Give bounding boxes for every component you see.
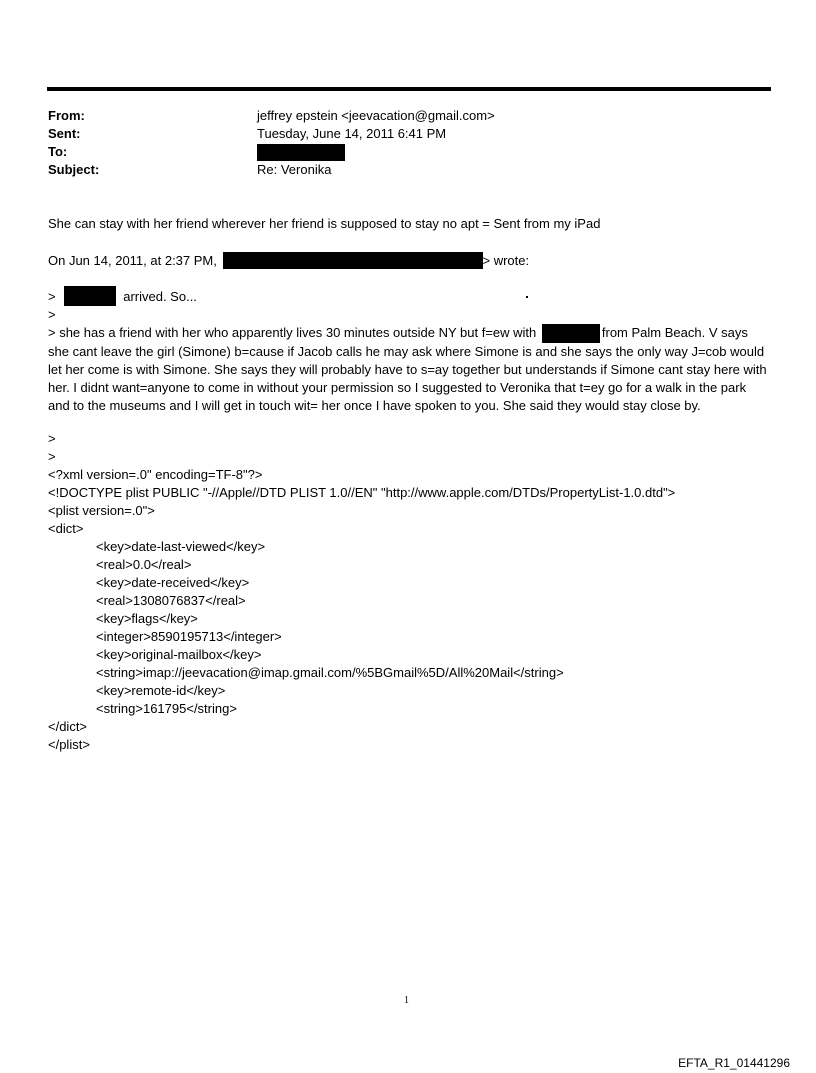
sent-label: Sent:: [48, 126, 81, 141]
plist-entry: <key>date-received</key>: [96, 575, 250, 590]
plist-entry: <real>0.0</real>: [96, 557, 192, 572]
page-number: 1: [404, 995, 409, 1006]
quote-line-5: >: [48, 449, 56, 464]
quote-line-1: [48, 288, 197, 306]
dict-open-tag: <dict>: [48, 521, 84, 536]
quote-text: she cant leave the girl (Simone) b=cause if Jacob calls he may ask where Simone is and she says the only way J=cob would let her come is with Simone. She says they will probably have to s=ay together but understands if Simone cant stay here with her. I didnt want=anyone to come in without your permission so I suggested to Veronika that t=ey go for a walk in the park and to the museums and I will get in touch wit= her once I have spoken to you. She said they would stay close by.: [48, 344, 767, 413]
quote-line-2: >: [48, 307, 56, 322]
redaction-box: [542, 324, 600, 343]
subject-label: Subject:: [48, 162, 100, 177]
to-value-redaction: [257, 143, 345, 161]
quote-text: arrived. So...: [123, 289, 197, 304]
plist-entry: <string>imap://jeevacation@imap.gmail.com/%5BGmail%5D/All%20Mail</string>: [96, 665, 564, 680]
quote-text: > she has a friend with her who apparently lives 30 minutes outside NY but f=ew with: [48, 325, 537, 340]
quote-prefix: >: [48, 289, 56, 304]
from-label: From:: [48, 108, 85, 123]
quote-text: from Palm Beach. V says: [601, 325, 748, 340]
plist-xml-declaration: <?xml version=.0" encoding=TF-8"?>: [48, 467, 263, 482]
plist-entry: <key>flags</key>: [96, 611, 198, 626]
plist-close-tag: </plist>: [48, 737, 90, 752]
plist-entry: <key>original-mailbox</key>: [96, 647, 262, 662]
plist-entry: <real>1308076837</real>: [96, 593, 246, 608]
document-id: EFTA_R1_01441296: [678, 1056, 790, 1070]
subject-value: Re: Veronika: [257, 162, 332, 177]
redaction-box: [257, 144, 345, 161]
plist-entry: <key>remote-id</key>: [96, 683, 226, 698]
redaction-box: [223, 252, 483, 269]
quote-line-4: >: [48, 431, 56, 446]
plist-open-tag: <plist version=.0">: [48, 503, 155, 518]
plist-doctype: <!DOCTYPE plist PUBLIC "-//Apple//DTD PLIST 1.0//EN" "http://www.apple.com/DTDs/PropertyList-1.0.dtd">: [48, 485, 676, 500]
header-top-rule: [47, 87, 771, 91]
plist-entry: <string>161795</string>: [96, 701, 237, 716]
quote-paragraph: [48, 324, 770, 415]
dict-close-tag: </dict>: [48, 719, 88, 734]
reply-line: She can stay with her friend wherever her friend is supposed to stay no apt = Sent from my iPad: [48, 216, 601, 231]
plist-entry: <key>date-last-viewed</key>: [96, 539, 266, 554]
to-label: To:: [48, 144, 68, 159]
quote-intro: [48, 252, 529, 270]
sent-value: Tuesday, June 14, 2011 6:41 PM: [257, 126, 447, 141]
plist-entry: <integer>8590195713</integer>: [96, 629, 282, 644]
stray-dot: [526, 296, 528, 298]
quote-intro-before: On Jun 14, 2011, at 2:37 PM,: [48, 253, 217, 268]
quote-intro-after: > wrote:: [482, 253, 530, 268]
from-value: jeffrey epstein <jeevacation@gmail.com>: [257, 108, 495, 123]
redaction-box: [64, 286, 116, 306]
